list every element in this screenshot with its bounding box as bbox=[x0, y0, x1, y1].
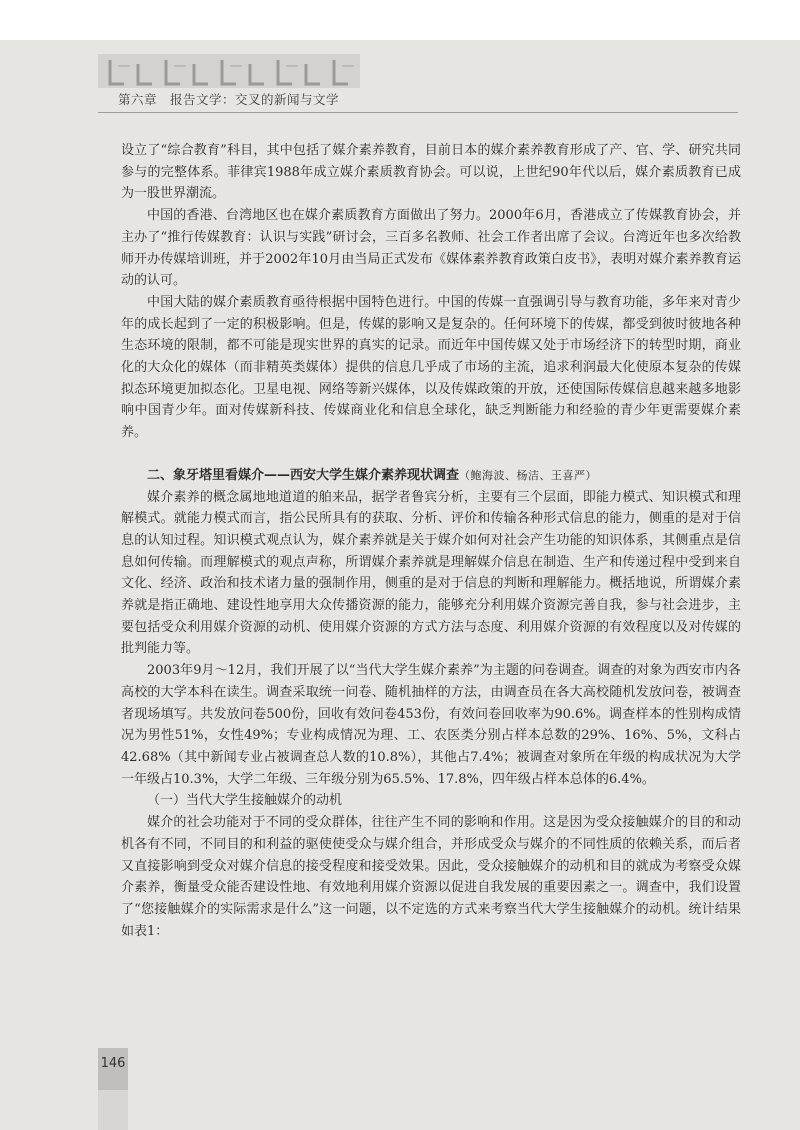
page-edge-strip bbox=[98, 1090, 128, 1130]
header-ornament-icon bbox=[98, 54, 360, 118]
paragraph: 中国的香港、台湾地区也在媒介素质教育方面做出了努力。2000年6月，香港成立了传媒教育协会，并主办了“推行传媒教育：认识与实践”研讨会，三百多名教师、社会工作者出席了会议。台湾近年也多次给教师开办传媒培训班，并于2002年10月由当局正式发布《媒体素养教育政策白皮书》，表明对媒介素养教育运动的认可。 bbox=[121, 208, 741, 289]
paragraph: 中国大陆的媒介素质教育亟待根据中国特色进行。中国的传媒一直强调引导与教育功能，多年来对青少年的成长起到了一定的积极影响。但是，传媒的影响又是复杂的。任何环境下的传媒，都受到彼时彼地各种生态环境的限制，都不可能是现实世界的真实的记录。而近年中国传媒又处于市场经济下的转型时期，商业化的大众化的媒体（而非精英类媒体）提供的信息几乎成了市场的主流，追求利润最大化使原本复杂的传媒拟态环境更加拟态化。卫星电视、网络等新兴媒体，以及传媒政策的开放，还使国际传媒信息越来越多地影响中国青少年。面对传媒新科技、传媒商业化和信息全球化，缺乏判断能力和经验的青少年更需要媒介素养。 bbox=[121, 294, 741, 441]
paragraph: 设立了“综合教育”科目，其中包括了媒介素养教育，目前日本的媒介素养教育形成了产、官、学、研究共同参与的完整体系。菲律宾1988年成立媒介素质教育协会。可以说，上世纪90年代以后，媒介素质教育已成为一股世界潮流。 bbox=[121, 143, 741, 202]
section-heading: 二、象牙塔里看媒介——西安大学生媒介素养现状调查 bbox=[147, 467, 460, 483]
section-authors: （鲍海波、杨洁、王喜严） bbox=[459, 468, 598, 482]
paragraph: 媒介素养的概念属地地道道的舶来品，据学者鲁宾分析，主要有三个层面，即能力模式、知识模式和理解模式。就能力模式而言，指公民所具有的获取、分析、评价和传输各种形式信息的能力，侧重的是对于信息的认知过程。知识模式观点认为，媒介素养就是关于媒介如何对社会产生功能的知识体系，其侧重点是信息如何传输。而理解模式的观点声称，所谓媒介素养就是理解媒介信息在制造、生产和传递过程中受到来自文化、经济、政治和技术诸力量的强制作用，侧重的是对于信息的判断和理解能力。概括地说，所谓媒介素养就是指正确地、建设性地享用大众传播资源的能力，能够充分利用媒介资源完善自我，参与社会进步，主要包括受众利用媒介资源的动机、使用媒介资源的方式方法与态度、利用媒介资源的有效程度以及对传媒的批判能力等。 bbox=[121, 489, 741, 657]
book-page bbox=[0, 40, 800, 1130]
page-number: 146 bbox=[98, 1048, 128, 1090]
header-rule bbox=[98, 112, 738, 113]
paragraph: 2003年9月～12月，我们开展了以“当代大学生媒介素养”为主题的问卷调查。调查的对象为西安市内各高校的大学本科在读生。调查采取统一问卷、随机抽样的方法，由调查员在各大高校随机发放问卷，被调查者现场填写。共发放问卷500份，回收有效问卷453份，有效问卷回收率为90.6%。调查样本的性别构成情况为男性51%，女性49%；专业构成情况为理、工、农医类分别占样本总数的29%、16%、5%，文科占42.68%（其中新闻专业占被调查总人数的10.8%），其他占7.4%；被调查对象所在年级的构成状况为大学一年级占10.3%，大学二年级、三年级分别为65.5%、17.8%，四年级占样本总体的6.4%。 bbox=[121, 663, 741, 787]
chapter-title: 第六章 报告文学：交叉的新闻与文学 bbox=[118, 92, 340, 107]
section-heading-line bbox=[121, 465, 741, 487]
subheading: （一）当代大学生接触媒介的动机 bbox=[147, 793, 343, 809]
body-text bbox=[121, 140, 741, 942]
paragraph: 媒介的社会功能对于不同的受众群体，往往产生不同的影响和作用。这是因为受众接触媒介的目的和动机各有不同，不同目的和利益的驱使使受众与媒介组合，并形成受众与媒介的不同性质的依赖关系，而后者又直接影响到受众对媒介信息的接受程度和接受效果。因此，受众接触媒介的动机和目的就成为考察受众媒介素养，衡量受众能否建设性地、有效地利用媒介资源以促进自我发展的重要因素之一。调查中，我们设置了“您接触媒介的实际需求是什么”这一问题，以不定选的方式来考察当代大学生接触媒介的动机。统计结果如表1： bbox=[121, 815, 741, 939]
